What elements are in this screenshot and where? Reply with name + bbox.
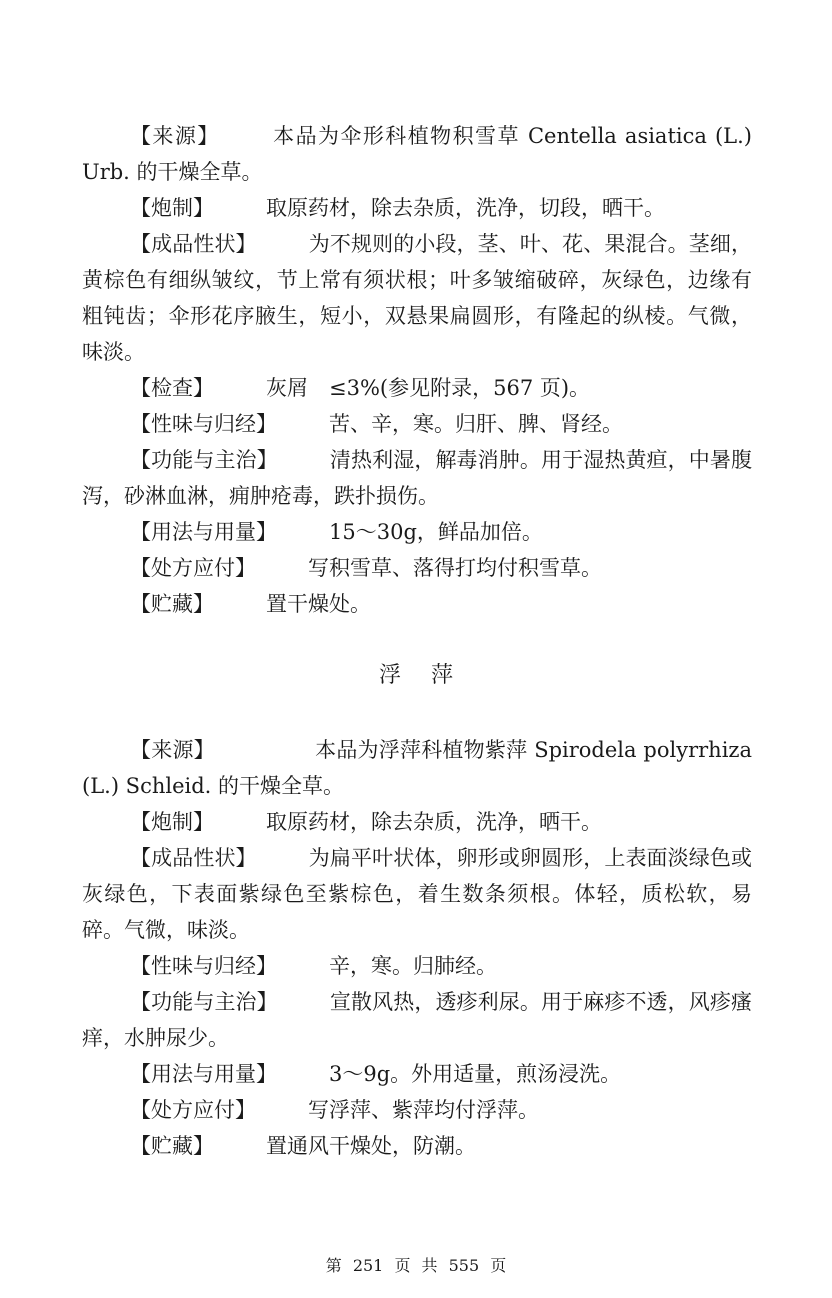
section-text: 本品为伞形科植物积雪草 Centella asiatica (L.) Urb. 的干燥全草。 <box>82 124 752 184</box>
section-dosage <box>82 514 752 550</box>
section-text: 15～30g，鲜品加倍。 <box>329 520 543 544</box>
section-label: 【功能与主治】 <box>130 990 278 1014</box>
section-label: 【来源】 <box>130 738 215 762</box>
section-label: 【功能与主治】 <box>130 448 278 472</box>
section-label: 【性味与归经】 <box>130 412 277 436</box>
section-nature <box>82 406 752 442</box>
section-text: 为不规则的小段，茎、叶、花、果混合。茎细，黄棕色有细纵皱纹，节上常有须状根；叶多皱缩破碎，灰绿色，边缘有粗钝齿；伞形花序腋生，短小，双悬果扁圆形，有隆起的纵棱。气微，味淡。 <box>82 232 753 364</box>
section-function <box>82 984 752 1056</box>
section-nature <box>82 948 752 984</box>
entry-jixuecao <box>82 118 752 622</box>
section-label: 【成品性状】 <box>130 846 257 870</box>
section-text: 灰屑 ≤3%(参见附录，567 页)。 <box>266 376 591 400</box>
section-text: 置干燥处。 <box>266 592 371 616</box>
section-label: 【用法与用量】 <box>130 1062 277 1086</box>
section-dosage <box>82 1056 752 1092</box>
section-text: 清热利湿，解毒消肿。用于湿热黄疸，中暑腹泻，砂淋血淋，痈肿疮毒，跌扑损伤。 <box>82 448 753 508</box>
section-text: 本品为浮萍科植物紫萍 Spirodela polyrrhiza (L.) Schleid. 的干燥全草。 <box>82 738 752 798</box>
section-prescription <box>82 1092 752 1128</box>
section-processing <box>82 804 752 840</box>
section-text: 宣散风热，透疹利尿。用于麻疹不透，风疹瘙痒，水肿尿少。 <box>82 990 753 1050</box>
section-processing <box>82 190 752 226</box>
section-inspection <box>82 370 752 406</box>
section-label: 【炮制】 <box>130 196 214 220</box>
section-source <box>82 118 752 190</box>
section-text: 辛，寒。归肺经。 <box>329 954 497 978</box>
section-label: 【贮藏】 <box>130 1134 214 1158</box>
section-function <box>82 442 752 514</box>
section-text: 写积雪草、落得打均付积雪草。 <box>308 556 602 580</box>
section-text: 取原药材，除去杂质，洗净，晒干。 <box>266 810 602 834</box>
section-text: 写浮萍、紫萍均付浮萍。 <box>308 1098 539 1122</box>
section-label: 【来源】 <box>130 124 220 148</box>
section-label: 【炮制】 <box>130 810 214 834</box>
section-label: 【检查】 <box>130 376 214 400</box>
section-storage <box>82 1128 752 1164</box>
section-label: 【成品性状】 <box>130 232 257 256</box>
section-source <box>82 732 752 804</box>
section-label: 【性味与归经】 <box>130 954 277 978</box>
section-storage <box>82 586 752 622</box>
section-appearance <box>82 226 752 370</box>
section-text: 取原药材，除去杂质，洗净，切段，晒干。 <box>266 196 665 220</box>
section-label: 【用法与用量】 <box>130 520 277 544</box>
section-text: 置通风干燥处，防潮。 <box>266 1134 476 1158</box>
section-label: 【处方应付】 <box>130 556 256 580</box>
section-text: 苦、辛，寒。归肝、脾、肾经。 <box>329 412 623 436</box>
section-text: 为扁平叶状体，卵形或卵圆形，上表面淡绿色或灰绿色，下表面紫绿色至紫棕色，着生数条须根。体轻，质松软，易碎。气微，味淡。 <box>82 846 753 942</box>
entry-fuping <box>82 732 752 1164</box>
entry-title: 浮萍 <box>378 663 483 688</box>
section-prescription <box>82 550 752 586</box>
section-appearance <box>82 840 752 948</box>
section-label: 【贮藏】 <box>130 592 214 616</box>
section-label: 【处方应付】 <box>130 1098 256 1122</box>
page-footer: 第 251 页 共 555 页 <box>325 1256 507 1275</box>
section-text: 3～9g。外用适量，煎汤浸洗。 <box>329 1062 622 1086</box>
